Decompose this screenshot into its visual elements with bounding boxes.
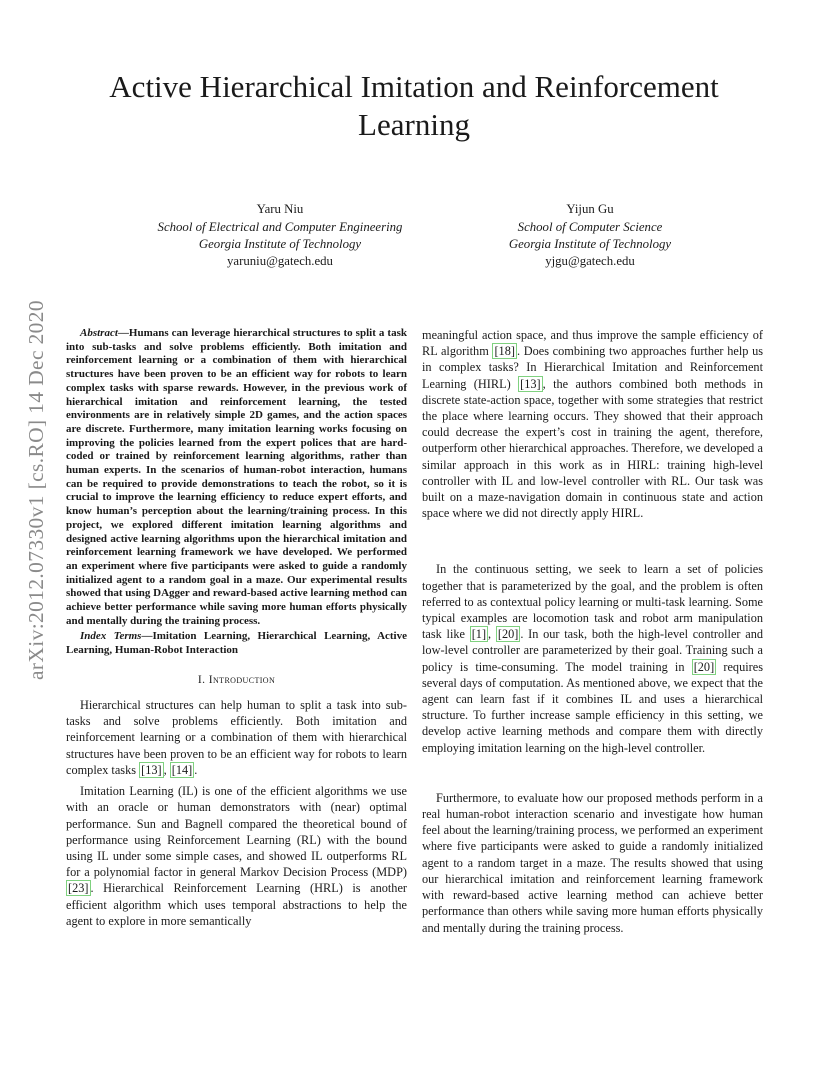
left-column xyxy=(66,327,407,929)
punctuation: , xyxy=(163,762,170,777)
paragraph-text: meaningful action space, and thus improve the sample efficiency of RL algorithm xyxy=(422,328,763,359)
citation-link[interactable]: [20] xyxy=(497,627,519,642)
paragraph-text: . In our task, both the high-level controller and low-level controller are parameterized by their goal. Training such a policy is time-consuming. The model training in xyxy=(422,627,763,674)
section-heading-introduction xyxy=(66,672,407,688)
punctuation: . xyxy=(194,762,198,777)
abstract-label: Abstract xyxy=(80,327,118,339)
paragraph-text: In the continuous setting, we seek to learn a set of policies together that is parameterized by the goal, and the problem is often referred to as contextual policy learning or multi-task learning. Some typical examples are locomotion task and robot arm manipulation task like xyxy=(422,562,763,642)
citation-link[interactable]: [1] xyxy=(471,627,487,642)
author-affiliation: School of Electrical and Computer Engineering xyxy=(157,220,403,234)
author-name: Yaru Niu xyxy=(256,202,304,216)
punctuation: , xyxy=(488,627,496,642)
citation-link[interactable]: [18] xyxy=(494,344,515,359)
citation-link[interactable]: [13] xyxy=(141,762,162,777)
author-affiliation: School of Computer Science xyxy=(517,220,663,234)
author-block-1 xyxy=(130,201,430,270)
author-name: Yijun Gu xyxy=(566,202,614,216)
paragraph-text: requires several days of computation. As mentioned above, we expect that the agent can learn fast if it combines IL and uses a hierarchical structure. To further increase sample efficiency in this setting, we develop active learning methods and compare them with directly employing imitation learning on the high-level controller. xyxy=(422,659,763,755)
index-terms-label: Index Terms xyxy=(80,630,142,643)
paragraph-text: Furthermore, to evaluate how our proposed methods perform in a real human-robot interaction scenario and investigate how human feel about the learning/training process, we performed an experiment where five participants were asked to guide a randomly initialized agent to a random target in a maze. The results showed that using our hierarchical imitation and reinforcement learning framework with reward-based active learning method can achieve better performance than others while saving more human efforts physically and mentally during the training process. xyxy=(422,790,763,935)
arxiv-sidebar xyxy=(20,285,52,680)
intro-paragraph-4 xyxy=(422,561,763,755)
citation-link[interactable]: [23] xyxy=(68,881,89,896)
abstract xyxy=(66,327,407,628)
right-column xyxy=(422,327,763,936)
intro-paragraph-5 xyxy=(422,790,763,936)
section-title: Introduction xyxy=(208,672,276,686)
abstract-text: —Humans can leverage hierarchical structures to split a task into sub-tasks and solve problems efficiently. Both imitation and reinforcement learning or a combination of them with hierarchical structures have been proven to be an efficient way for robots to learn complex tasks with sparse rewards. However, in the previous work of hierarchical imitation and reinforcement learning, the tested environments are in relatively simple 2D games, and the action spaces are discrete. Furthermore, many imitation learning works focusing on improving the policies learned from the expert polices that are hard-coded or trained by reinforcement learning algorithms, rather than human experts. In the scenarios of human-robot interaction, humans can be required to provide demonstrations to teach the robot, so it is crucial to improve the learning efficiency to reduce expert efforts, and know human’s perception about the learning/training process. In this project, we explored different imitation learning algorithms and designed active learning algorithms upon the hierarchical imitation and reinforcement learning framework we have developed. We performed an experiment where five participants were asked to guide a randomly initialized agent to a random goal in a maze. Our experimental results showed that using DAgger and reward-based active learning method can achieve better performance while saving more human efforts physically and mentally during the training process. xyxy=(66,327,407,627)
title-line-2: Learning xyxy=(358,107,470,142)
citation-link[interactable]: [14] xyxy=(171,762,193,777)
author-institution: Georgia Institute of Technology xyxy=(198,237,362,251)
paper-title xyxy=(0,68,828,144)
index-terms-text: —Imitation Learning, Hierarchical Learning, Active Learning, Human-Robot Interaction xyxy=(66,630,407,657)
intro-paragraph-3 xyxy=(422,327,763,521)
paragraph-text: Hierarchical structures can help human to split a task into sub-tasks and solve problems efficiently. Both imitation and reinforcement learning or a combination of them with hierarchical structures have been proven to be an efficient way for robots to learn complex tasks xyxy=(66,698,407,777)
author-email: yjgu@gatech.edu xyxy=(545,254,635,268)
intro-paragraph-1 xyxy=(66,697,407,778)
citation-link[interactable]: [13] xyxy=(520,376,541,391)
author-institution: Georgia Institute of Technology xyxy=(508,237,672,251)
paragraph-text: . Hierarchical Reinforcement Learning (HRL) is another efficient algorithm which uses temporal abstractions to help the agent to explore in more semantically xyxy=(66,881,407,928)
paragraph-text: Imitation Learning (IL) is one of the efficient algorithms we use with an oracle or human demonstrators with (near) optimal performance. Sun and Bagnell compared the theoretical bound of performance using Reinforcement Learning (RL) with the bound using IL under some simple cases, and showed IL outperforms RL for a polynomial factor in general Markov Decision Process (MDP) xyxy=(66,784,407,880)
author-email: yaruniu@gatech.edu xyxy=(227,254,333,268)
paragraph-text: . Does combining two approaches further help us in complex tasks? In Hierarchical Imitation and Reinforcement Learning (HIRL) xyxy=(422,344,764,391)
author-block-2 xyxy=(460,201,720,270)
arxiv-identifier: arXiv:2012.07330v1 [cs.RO] 14 Dec 2020 xyxy=(24,300,48,680)
index-terms xyxy=(66,630,407,657)
title-line-1: Active Hierarchical Imitation and Reinforcement xyxy=(109,69,719,104)
section-number: I. xyxy=(197,672,206,686)
citation-link[interactable]: [20] xyxy=(693,659,715,674)
paragraph-text: , the authors combined both methods in discrete state-action space, together with some strategies that restrict the place where learning occurs. They showed that their approach could decrease the expert’s cost in training the agent, therefore, outperform other hierarchical approaches. Therefore, we developed a similar approach in this work as in HIRL: training high-level controller with IL and low-level controller with RL. Our task was built on a maze-navigation domain in continuous state and action space where we did not directly apply HIRL. xyxy=(422,376,763,521)
intro-paragraph-2 xyxy=(66,783,407,929)
